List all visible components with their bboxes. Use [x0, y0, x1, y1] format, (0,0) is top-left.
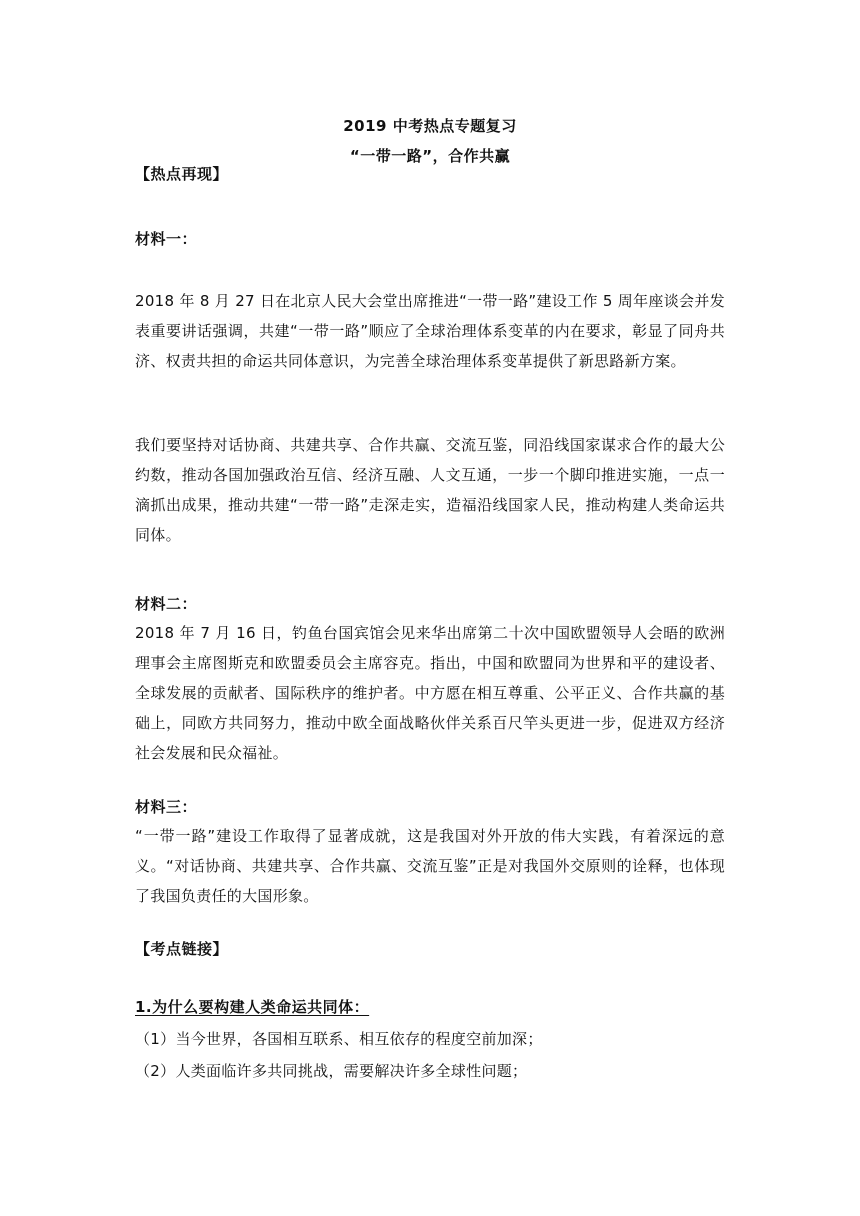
material-two-paragraph: 2018 年 7 月 16 日，钓鱼台国宾馆会见来华出席第二十次中国欧盟领导人会晤的欧洲理事会主席图斯克和欧盟委员会主席容克。指出，中国和欧盟同为世界和平的建设者、全球发展的贡献者、国际秩序的维护者。中方愿在相互尊重、公平正义、合作共赢的基础上，同欧方共同努力，推动中欧全面战略伙伴关系百尺竿头更进一步，促进双方经济社会发展和民众福祉。 — [135, 624, 725, 762]
material-one-paragraph-1: 2018 年 8 月 27 日在北京人民大会堂出席推进“一带一路”建设工作 5 周年座谈会并发表重要讲话强调，共建“一带一路”顺应了全球治理体系变革的内在要求，彰显了同舟共济、权责共担的命运共同体意识，为完善全球治理体系变革提供了新思路新方案。 — [135, 292, 725, 370]
section-heading-exam-link: 【考点链接】 — [135, 940, 229, 958]
section-heading-hotspot: 【热点再现】 — [135, 165, 229, 183]
material-one-heading: 材料一： — [135, 230, 198, 248]
answer-item-1: （1）当今世界，各国相互联系、相互依存的程度空前加深； — [135, 1030, 543, 1048]
document-title: 2019 中考热点专题复习 — [343, 117, 517, 135]
material-two-heading: 材料二： — [135, 595, 198, 613]
material-three-heading: 材料三： — [135, 798, 198, 816]
answer-item-2: （2）人类面临许多共同挑战，需要解决许多全球性问题； — [135, 1062, 528, 1080]
material-one-paragraph-2: 我们要坚持对话协商、共建共享、合作共赢、交流互鉴，同沿线国家谋求合作的最大公约数，推动各国加强政治互信、经济互融、人文互通，一步一个脚印推进实施，一点一滴抓出成果，推动共建“一带一路”走深走实，造福沿线国家人民，推动构建人类命运共同体。 — [135, 436, 725, 544]
document-subtitle: “一带一路”，合作共赢 — [349, 147, 511, 165]
material-three-paragraph: “一带一路”建设工作取得了显著成就，这是我国对外开放的伟大实践，有着深远的意义。“对话协商、共建共享、合作共赢、交流互鉴”正是对我国外交原则的诠释，也体现了我国负责任的大国形象。 — [135, 827, 725, 905]
question-one-title: 1.为什么要构建人类命运共同体： — [135, 998, 370, 1016]
